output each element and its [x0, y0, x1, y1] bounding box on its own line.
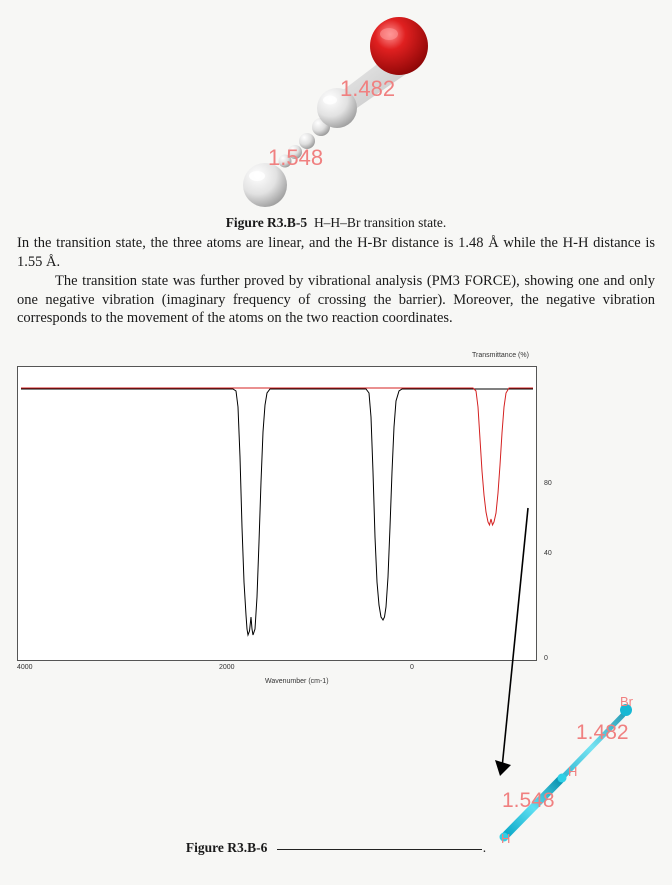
chart-ytick-0: 0	[544, 655, 548, 662]
paragraph-2: The transition state was further proved by vibrational analysis (PM3 FORCE), showing one and only one negative vibration (imaginary frequency of crossing the barrier). Moreover, the negative vibration corresponds to the movement of the atoms on the two reaction coordinates.	[17, 272, 655, 327]
chart-ytick-40: 40	[544, 550, 552, 557]
chart-ytick-80: 80	[544, 480, 552, 487]
figure-2-caption-bold: Figure R3.B-6	[185, 840, 268, 855]
series-baseline-and-normal-modes	[21, 389, 533, 635]
ir-spectrum-figure	[17, 352, 655, 692]
chart-xtick-2000: 2000	[219, 664, 235, 671]
transition-state-molecule-render-top	[0, 0, 672, 212]
label-h-br-distance-bottom: 1.482	[576, 721, 629, 744]
label-atom-br-bottom: Br	[620, 694, 633, 709]
chart-title: Transmittance (%)	[472, 352, 529, 359]
label-h-h-distance-bottom: 1.548	[502, 789, 555, 812]
figure-2-caption-rule	[277, 849, 482, 850]
figure-1-caption	[0, 215, 672, 231]
figure-1-caption-text: H–H–Br transition state.	[313, 215, 447, 230]
label-atom-h2-bottom: H	[501, 831, 511, 845]
paragraph-1: In the transition state, the three atoms are linear, and the H-Br distance is 1.48 Å while the H-H distance is 1.55 Å.	[17, 235, 655, 270]
label-atom-h1-bottom: H	[568, 764, 578, 779]
series-imaginary-frequency	[21, 388, 533, 525]
chart-svg	[18, 367, 536, 660]
label-h-br-distance-top: 1.482	[340, 76, 396, 101]
chart-plot-area	[17, 366, 537, 661]
body-text	[17, 234, 655, 328]
label-h-h-distance-top: 1.548	[268, 145, 324, 170]
chart-xtick-4000: 4000	[17, 664, 33, 671]
atom-br-sphere	[370, 17, 428, 75]
transition-state-molecule-render-bottom	[440, 680, 672, 845]
figure-2-caption	[0, 840, 672, 856]
figure-1-caption-bold: Figure R3.B-5	[225, 215, 308, 230]
chart-xaxis-label: Wavenumber (cm-1)	[265, 678, 329, 685]
figure-2-caption-period: .	[482, 840, 487, 855]
chart-xtick-0: 0	[410, 664, 414, 671]
